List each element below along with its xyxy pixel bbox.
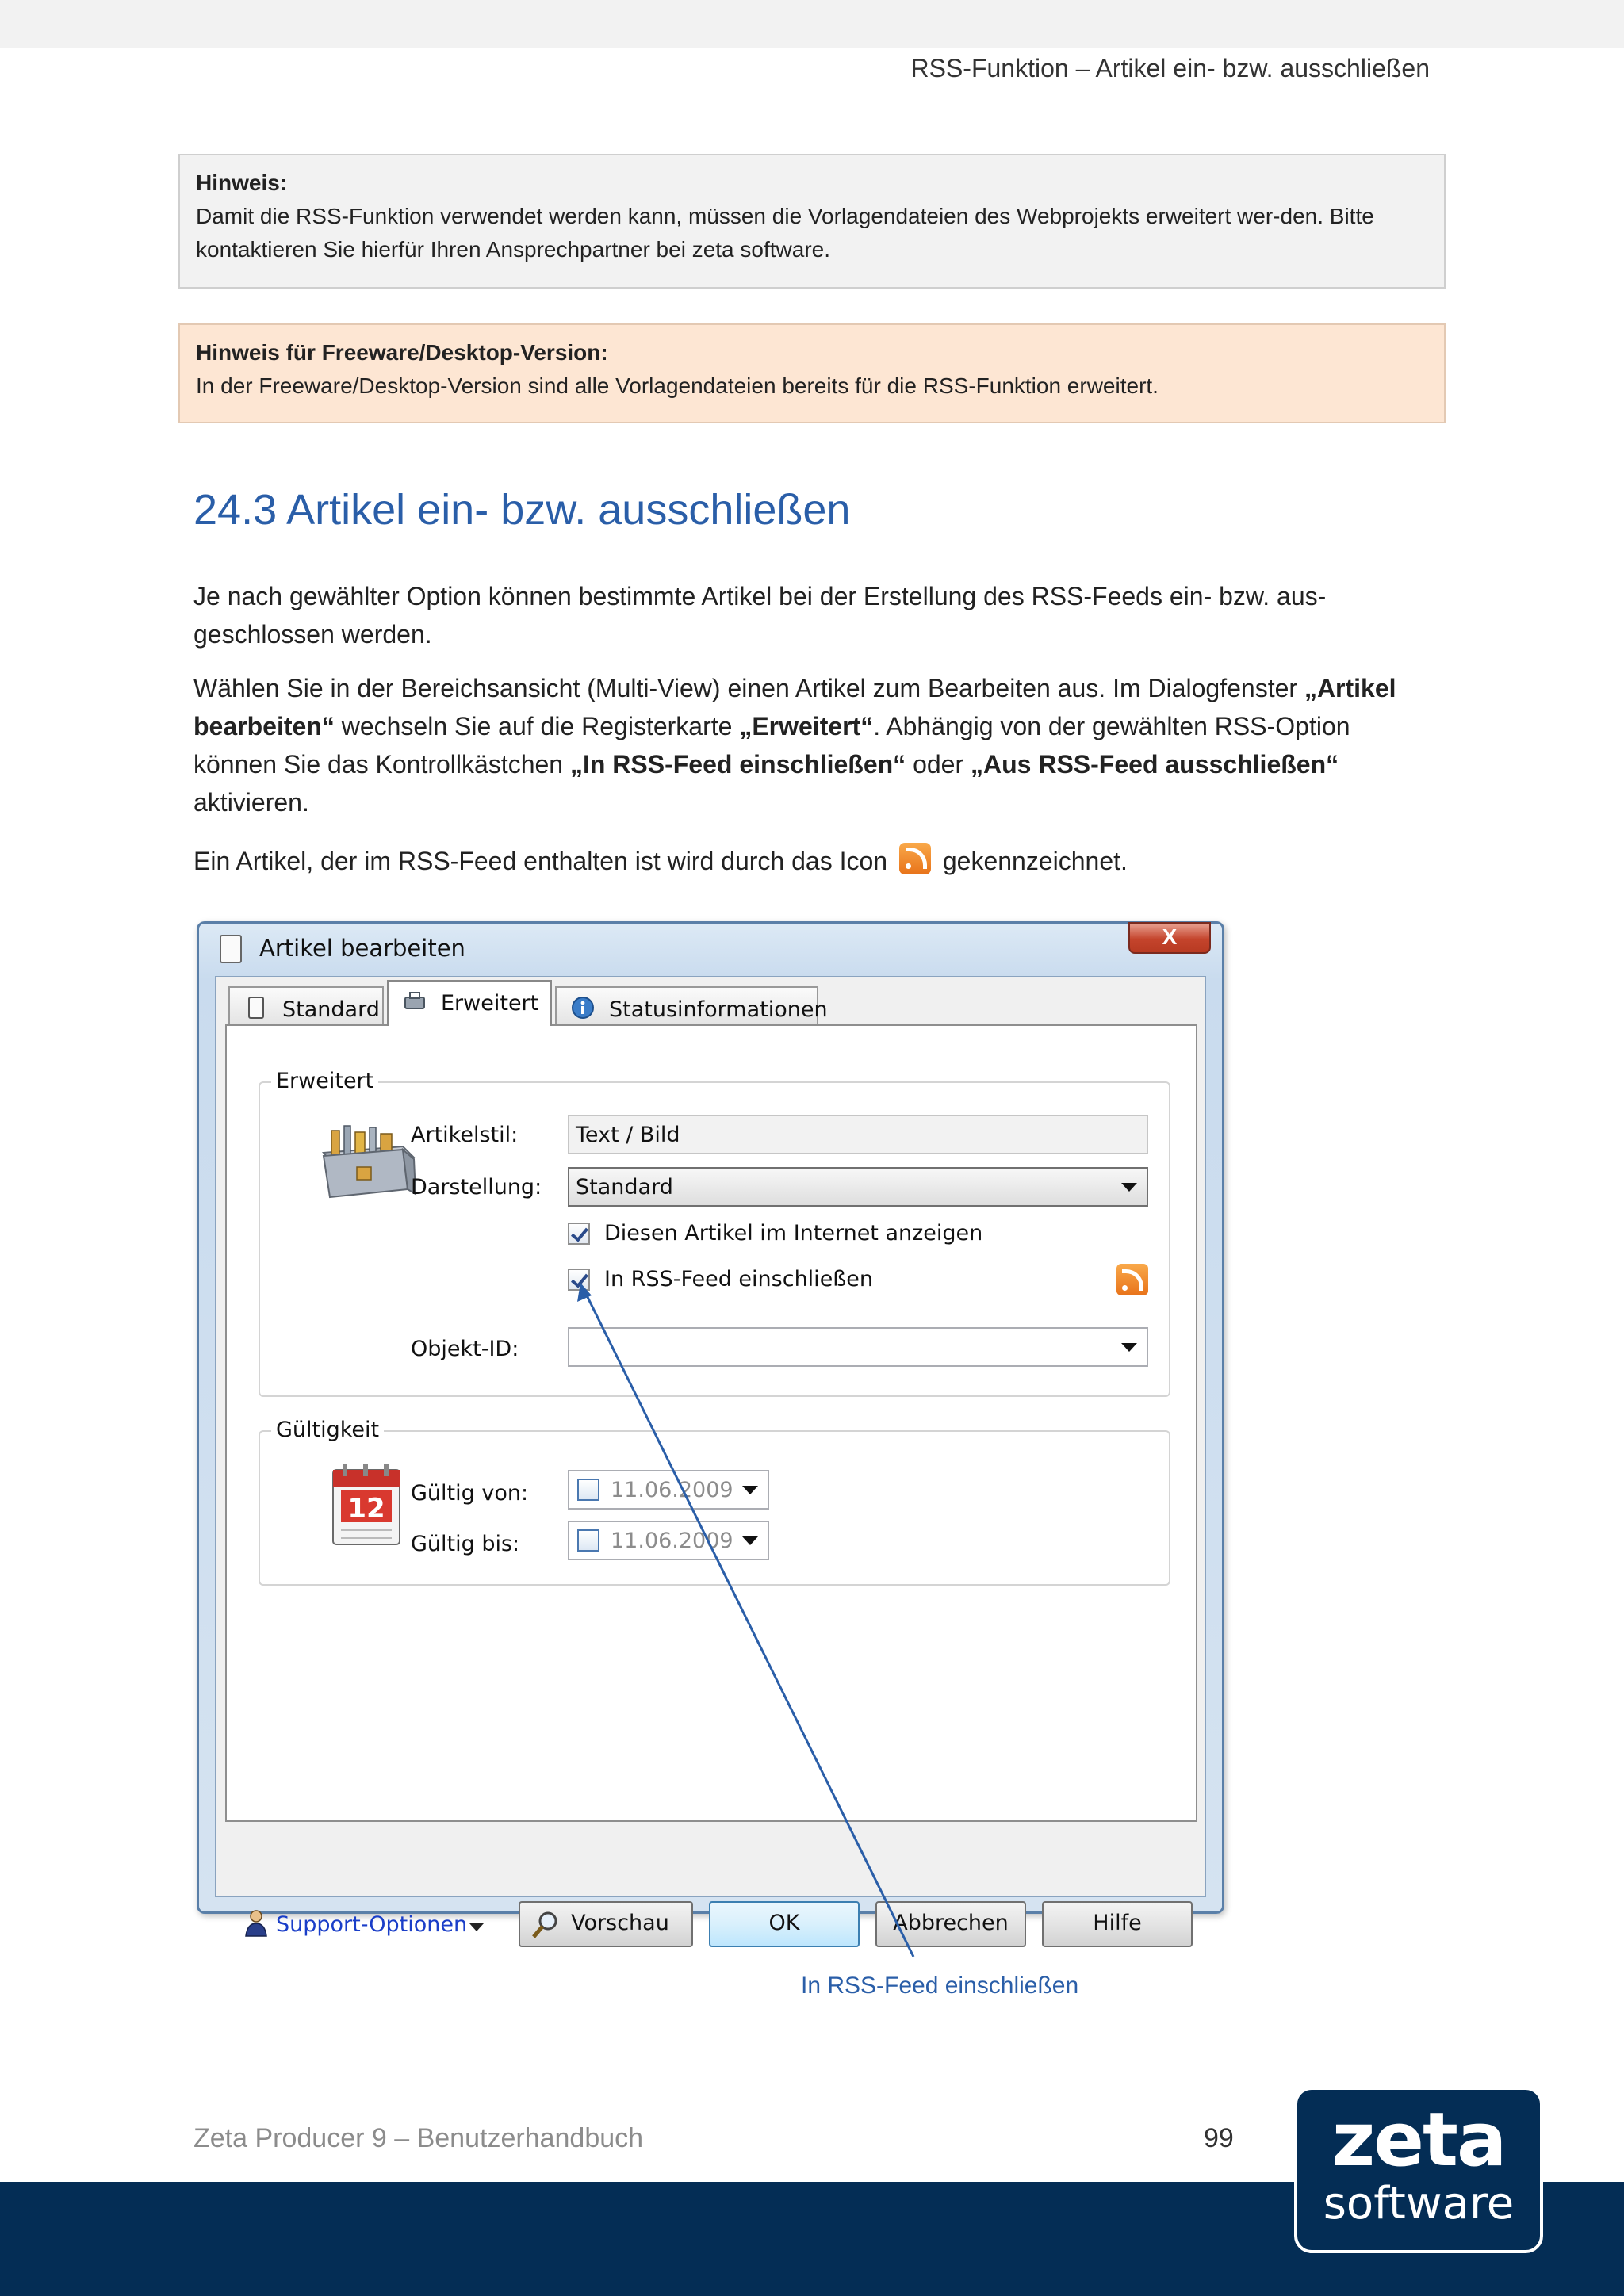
bold-term: „Erweitert“ [739,712,874,740]
support-options-label: Support-Optionen [276,1912,468,1937]
gueltig-bis-label: Gültig bis: [411,1532,520,1556]
text: . Abhängig von der gewählten RSS-Option können Sie das Kontrollkästchen [193,712,1350,779]
text: gekennzeichnet. [942,847,1128,875]
page-number: 99 [1204,2123,1234,2153]
gueltig-von-label: Gültig von: [411,1481,529,1506]
text: wechseln Sie auf die Registerkarte [334,712,740,740]
logo-wordmark-bottom: software [1323,2178,1515,2229]
tab-label: Statusinformationen [609,997,828,1022]
internet-checkbox-label: Diesen Artikel im Internet anzeigen [604,1221,983,1246]
close-button[interactable]: X [1128,922,1211,954]
bold-term: „Artikel bearbeiten“ [193,674,1396,740]
tab-erweitert[interactable] [387,980,552,1026]
group-label: Gültigkeit [271,1418,384,1442]
text: oder [906,750,971,779]
text: aktivieren. [193,788,309,817]
preview-label: Vorschau [571,1911,669,1935]
running-head: RSS-Funktion – Artikel ein- bzw. ausschließen [910,54,1430,82]
gueltig-bis-value: 11.06.2009 [611,1529,733,1553]
darstellung-value: Standard [576,1175,673,1200]
toolbox-icon [403,988,427,1012]
note-hint-text: Damit die RSS-Funktion verwendet werden kann, müssen die Vorlagendateien des Webprojekts erweitert wer-den. Bitte kontaktieren Sie hierfür Ihren Ansprechpartner bei zeta software. [196,204,1374,262]
cancel-button[interactable]: Abbrechen [875,1901,1026,1947]
artikelstil-field: Text / Bild [568,1115,1148,1154]
rss-checkbox-label: In RSS-Feed einschließen [604,1267,874,1292]
tab-label: Standard [282,997,380,1022]
bold-term: „Aus RSS-Feed ausschließen“ [971,750,1339,779]
tab-label: Erweitert [441,991,539,1016]
section-heading: 24.3 Artikel ein- bzw. ausschließen [193,486,851,534]
note-freeware-title: Hinweis für Freeware/Desktop-Version: [196,340,608,365]
text: Wählen Sie in der Bereichsansicht (Multi-View) einen Artikel zum Bearbeiten aus. Im Dialogfenster [193,674,1304,702]
dialog-title: Artikel bearbeiten [259,935,465,962]
group-label: Erweitert [271,1069,378,1093]
svg-text:12: 12 [347,1493,385,1525]
bold-term: „In RSS-Feed einschließen“ [569,750,906,779]
text: Ein Artikel, der im RSS-Feed enthalten ist wird durch das Icon [193,847,888,875]
zeta-software-logo [1294,2087,1543,2253]
darstellung-label: Darstellung: [411,1175,542,1200]
gueltig-von-value: 11.06.2009 [611,1478,733,1502]
help-button[interactable]: Hilfe [1042,1901,1193,1947]
artikelstil-label: Artikelstil: [411,1123,519,1147]
logo-wordmark-top: zeta [1331,2097,1506,2183]
footer-title: Zeta Producer 9 – Benutzerhandbuch [193,2123,644,2153]
note-freeware-text: In der Freeware/Desktop-Version sind alle Vorlagendateien bereits für die RSS-Funktion erweitert. [196,373,1159,398]
paragraph-intro: Je nach gewählter Option können bestimmte Artikel bei der Erstellung des RSS-Feeds ein- bzw. aus-geschlossen werden. [193,582,1327,649]
objekt-id-label: Objekt-ID: [411,1337,519,1361]
callout-caption: In RSS-Feed einschließen [801,1973,1079,1999]
ok-button[interactable]: OK [709,1901,860,1947]
note-hint-title: Hinweis: [196,170,288,195]
